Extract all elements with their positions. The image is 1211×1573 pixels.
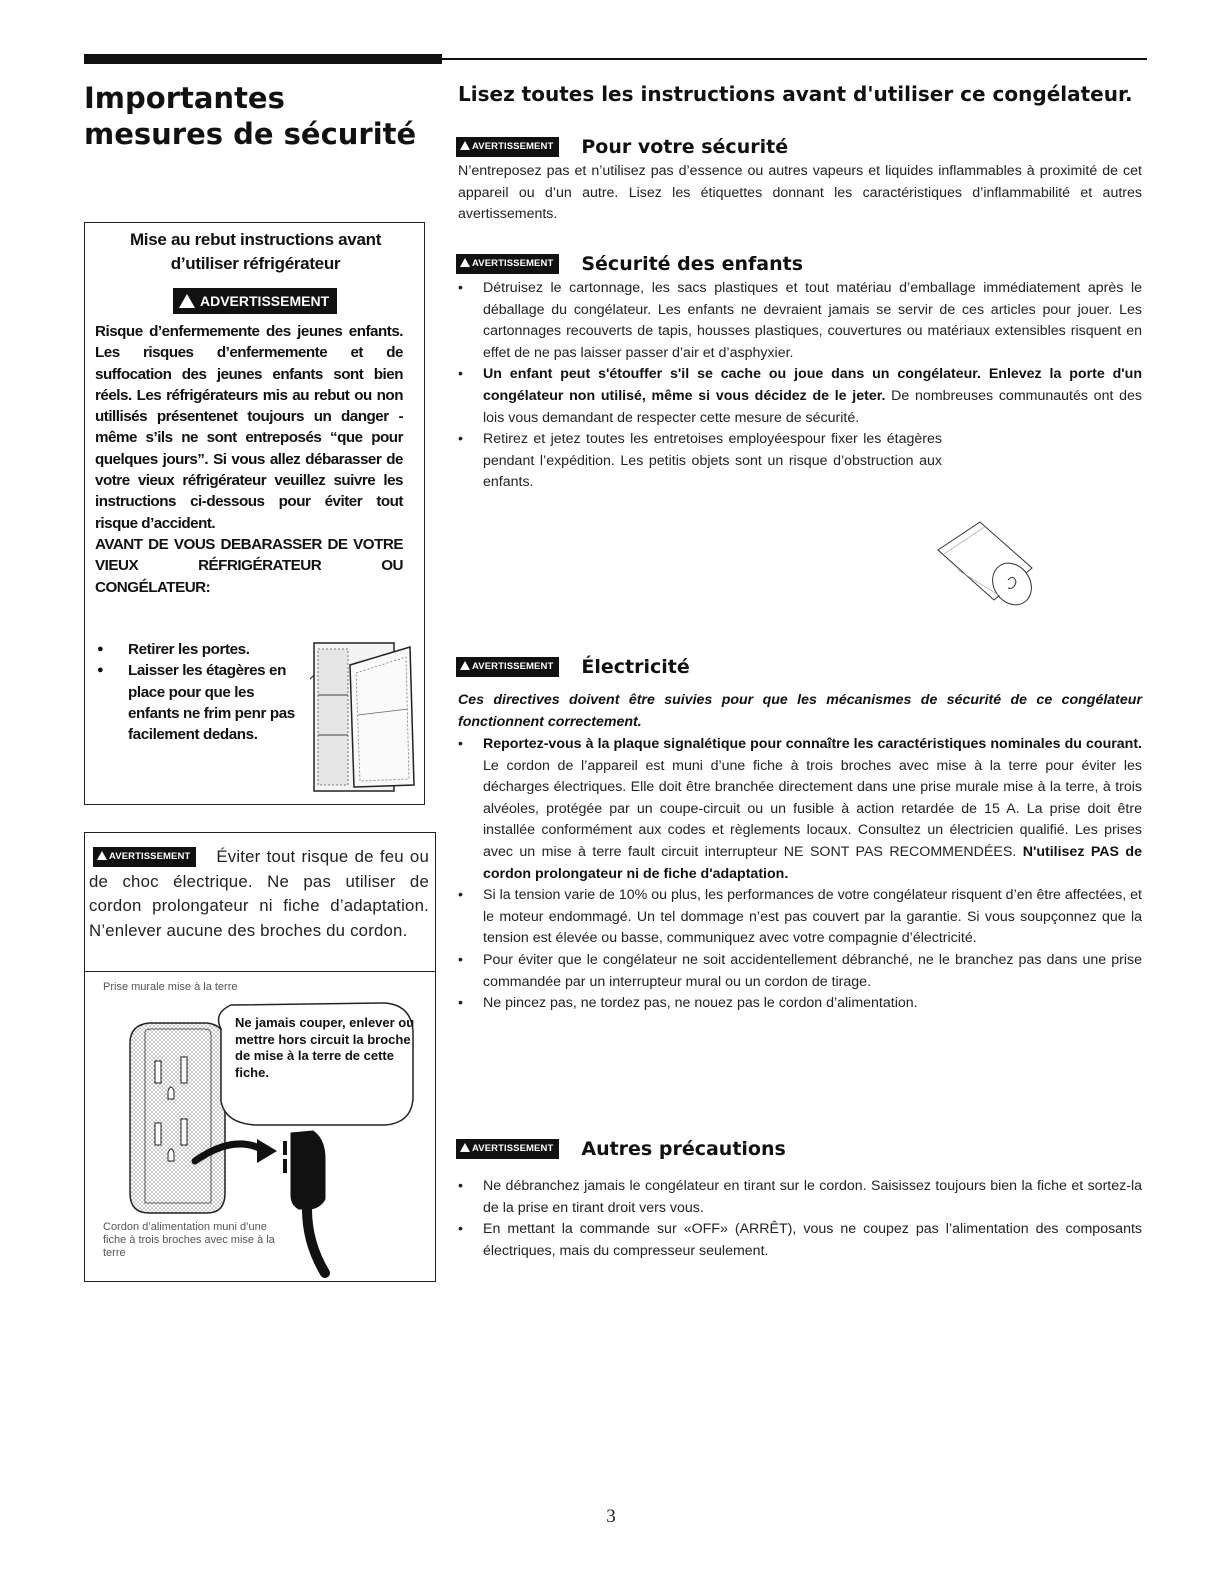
list-item: • Si la tension varie de 10% ou plus, les performances de votre congélateur risquent d’en être affectées, et le moteur endommagé. Un tel dommage n’est pas couvert par la garantie. Si vous soupçonnez que la tension est élevée ou basse, communiquez avec votre compagnie d’électricité. — [456, 885, 1142, 950]
list-item: ● Laisser les étagères en place pour que les enfants ne frim penr pas facilement dedans. — [95, 660, 305, 745]
item-text: De nombreuses communautés ont des lois vous demandant de respecter cette mesure de sécurité. — [483, 387, 1143, 426]
warning-badge — [456, 1139, 559, 1159]
disposal-warning-badge — [173, 288, 337, 314]
disposal-badge-label: ADVERTISSEMENT — [200, 293, 330, 309]
warning-badge — [93, 847, 196, 867]
warning-badge — [456, 137, 559, 157]
children-safety-list — [456, 278, 1142, 494]
electricity-intro: Ces directives doivent être suivies pour que les mécanismes de sécurité de ce congélateur fonctionnent correctement. — [458, 692, 1142, 730]
warning-badge — [456, 254, 559, 274]
foam-roll-illustration — [920, 510, 1045, 610]
warning-triangle-icon — [460, 141, 470, 150]
warning-badge-label: AVERTISSEMENT — [472, 1143, 554, 1154]
warning-triangle-icon — [97, 851, 107, 860]
electric-warning-body: Éviter tout risque de feu ou de choc électrique. Ne pas utiliser de cordon prolongateur ni fiche d’adaptation. N’enlever aucune des broches du cordon. — [89, 847, 429, 940]
list-item: • Ne pincez pas, ne tordez pas, ne nouez pas le cordon d’alimentation. — [456, 993, 1142, 1015]
disposal-subheading: AVANT DE VOUS DEBARASSER DE VOTRE VIEUX RÉFRIGÉRATEUR OU CONGÉLATEUR: — [95, 535, 403, 596]
list-item — [456, 734, 1142, 885]
page-title: Importantes mesures de sécurité — [84, 81, 417, 151]
warning-badge-label: AVERTISSEMENT — [472, 661, 554, 672]
bold-warning: Un enfant peut s'étouffer s'il se cache ou joue dans un congélateur. Enlevez la porte d'un congélateur non utilisé, même si vous décidez de le jeter. — [483, 366, 1142, 404]
section-title: Sécurité des enfants — [581, 253, 804, 275]
list-item: • Pour éviter que le congélateur ne soit accidentellement débranché, ne le branchez pas dans une prise commandée par un interrupteur mural ou un cordon de tirage. — [456, 950, 1142, 993]
warning-badge-label: AVERTISSEMENT — [109, 851, 191, 862]
section-header-other — [456, 1138, 786, 1160]
electric-warning-box — [84, 832, 436, 1282]
section-header-electricity — [456, 656, 690, 678]
warning-triangle-icon — [460, 1143, 470, 1152]
top-rule-thick — [84, 54, 442, 64]
list-item: • Ne débranchez jamais le congélateur en tirant sur le cordon. Saisissez toujours bien la fiche et sortez-la de la prise en tirant droit vers vous. — [456, 1176, 1142, 1219]
list-item — [456, 364, 1142, 429]
safety-text: N’entreposez pas et n’utilisez pas d’essence ou autres vapeurs et liquides inflammables à proximité de cet appareil ou d’un autre. Lisez les étiquettes donnant les caractéristiques d’inflammabilité et autres avertissements. — [458, 163, 1142, 223]
plug-warning-note: Ne jamais couper, enlever ou mettre hors circuit la broche de mise à la terre de cette fiche. — [235, 1015, 415, 1080]
warning-badge-label: AVERTISSEMENT — [472, 141, 554, 152]
main-heading: Lisez toutes les instructions avant d'utiliser ce congélateur. — [458, 82, 1133, 106]
item-text: Le cordon de l’appareil est muni d’une fiche à trois broches avec mise à la terre pour éviter les décharges électriques. Elle doit être branchée directement dans une prise murale mise à la terre, à trois alvéoles, protégée par un coupe-circuit ou un fusible à action retardée de 15 A. La prise doit être installée conformément aux codes et règlements locaux. Consultez un électricien qualifié. Les prises avec un mise à terre fault circuit interrupteur NE SONT PAS RECOMMENDÉES. — [483, 757, 1142, 860]
cord-label: Cordon d’alimentation muni d’une fiche à trois broches avec mise à la terre — [103, 1221, 275, 1259]
warning-badge-label: AVERTISSEMENT — [472, 258, 554, 269]
section-header-safety — [456, 136, 788, 158]
warning-triangle-icon — [179, 294, 195, 308]
list-item: ● Retirer les portes. — [95, 639, 305, 660]
bold-warning: Reportez-vous à la plaque signalétique pour connaître les caractéristiques nominales du courant. — [483, 736, 1142, 752]
section-title: Électricité — [581, 656, 690, 678]
section-title: Pour votre sécurité — [581, 136, 789, 158]
grounded-plug-illustration — [85, 973, 435, 1281]
disposal-box-text — [95, 321, 403, 598]
page-number: 3 — [606, 1506, 616, 1527]
warning-triangle-icon — [460, 661, 470, 670]
top-rule-thin — [442, 58, 1147, 60]
section-header-children — [456, 253, 803, 275]
disposal-warning-box — [84, 222, 425, 805]
divider — [85, 971, 435, 972]
list-item: • Détruisez le cartonnage, les sacs plastiques et tout matériau d’emballage immédiatement après le déballage du congélateur. Les enfants ne devraient jamais se servir de ces articles pour jouer. Les cartonnages recouverts de tapis, housses plastiques, couvertures ou matériaux extensibles risquent en effet de ne pas laisser passer d’air et d’asphyxier. — [456, 278, 1142, 364]
other-precautions-list — [456, 1176, 1142, 1262]
warning-badge — [456, 657, 559, 677]
disposal-list — [95, 639, 305, 745]
disposal-risk-text: Risque d’enfermemente des jeunes enfants. Les risques d’enfermemente et de suffocation des jeunes enfants sont bien réels. Les réfrigérateurs mis au rebut ou non utillisés présentenet toujours un danger - même s’ils ne sont entreposés “que pour quelques jours”. Si vous allez débarasser de votre vieux réfrigérateur veuillez suivre les instructions ci-dessous pour éviter tout risque d’accident. — [95, 323, 403, 532]
warning-triangle-icon — [460, 258, 470, 267]
refrigerator-illustration — [310, 635, 422, 795]
disposal-box-title: Mise au rebut instructions avant d’utiliser réfrigérateur — [129, 230, 382, 273]
electric-warning-text — [89, 845, 429, 943]
outlet-label: Prise murale mise à la terre — [103, 981, 238, 993]
section-title: Autres précautions — [581, 1138, 786, 1160]
list-item: • Retirez et jetez toutes les entretoises employéespour fixer les étagères pendant l’expédition. Les petitis objets sont un risque d’obstruction aux enfants. — [456, 429, 1142, 494]
electricity-list — [456, 734, 1142, 1015]
bold-warning: N'utilisez PAS de cordon prolongateur ni de fiche d'adaptation. — [483, 843, 1142, 882]
list-item: • En mettant la commande sur «OFF» (ARRÊT), vous ne coupez pas l’alimentation des composants électriques, mais du compresseur seulement. — [456, 1219, 1142, 1262]
